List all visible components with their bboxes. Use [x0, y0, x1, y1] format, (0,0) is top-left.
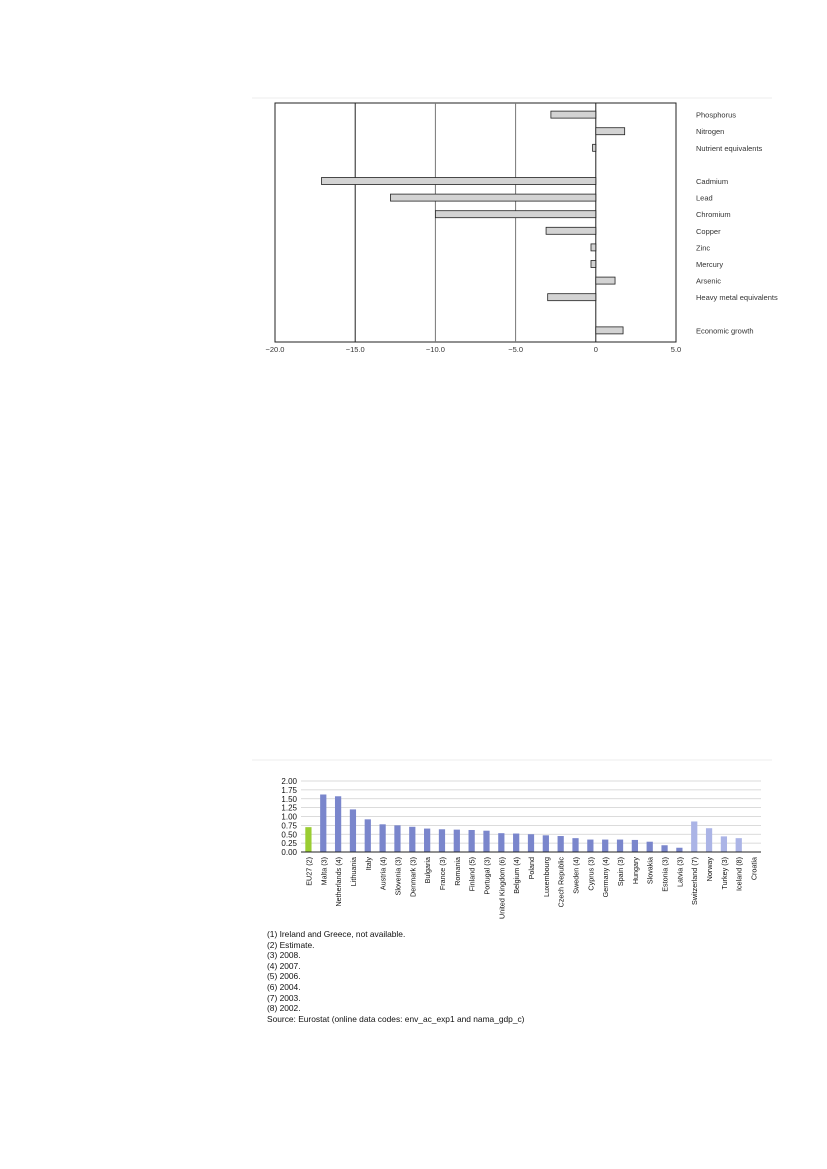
category-label-arsenic: Arsenic: [696, 276, 722, 286]
bar-netherlands-4: [335, 796, 341, 852]
bar-lithuania: [350, 809, 356, 852]
bar-germany-4: [602, 840, 608, 852]
bar-turkey-3: [721, 836, 727, 852]
country-label-bulgaria: Bulgaria: [423, 857, 433, 884]
country-label-germany-4: Germany (4): [601, 857, 611, 898]
bottom-y-tick-label: 0.00: [281, 848, 297, 857]
bar-norway: [706, 828, 712, 852]
bar-estonia-3: [661, 845, 667, 852]
country-label-sweden-4: Sweden (4): [571, 857, 581, 894]
bar-france-3: [439, 829, 445, 852]
bar-poland: [528, 834, 534, 852]
footnote-4: (4) 2007.: [267, 960, 301, 971]
bar-spain-3: [617, 840, 623, 852]
category-label-zinc: Zinc: [696, 243, 711, 253]
country-label-iceland-8: Iceland (8): [734, 857, 744, 891]
bottom-y-tick-label: 2.00: [281, 777, 297, 786]
country-label-malta-3: Malta (3): [319, 857, 329, 886]
bar-finland-5: [469, 830, 475, 852]
bottom-y-tick-label: 0.75: [281, 821, 297, 831]
top-x-tick-label: 5.0: [670, 345, 682, 354]
footnote-5: (5) 2006.: [267, 971, 301, 982]
country-label-poland: Poland: [527, 857, 536, 880]
country-label-portugal-3: Portugal (3): [482, 857, 492, 895]
country-label-netherlands-4: Netherlands (4): [334, 857, 344, 907]
top-x-tick-label: −15.0: [345, 345, 365, 354]
bar-switzerland-7: [691, 821, 697, 852]
bar-eu27-2: [305, 827, 311, 852]
bottom-y-tick-label: 1.50: [281, 794, 297, 804]
category-label-cadmium: Cadmium: [696, 177, 729, 187]
bar-belgium-4: [513, 834, 519, 852]
country-label-switzerland-7: Switzerland (7): [690, 857, 700, 905]
country-label-italy: Italy: [363, 857, 373, 871]
bar-hungary: [632, 840, 638, 852]
bar-slovenia-3: [394, 825, 400, 852]
country-label-slovakia: Slovakia: [645, 857, 655, 885]
bottom-y-tick-label: 1.00: [281, 812, 297, 822]
footnote-1: (1) Ireland and Greece, not available.: [267, 929, 406, 939]
country-label-estonia-3: Estonia (3): [660, 857, 670, 892]
footnote-3: (3) 2008.: [267, 950, 301, 961]
footnote-6: (6) 2004.: [267, 981, 301, 992]
category-label-phosphorus: Phosphorus: [696, 110, 737, 120]
bar-romania: [454, 830, 460, 852]
bar-luxembourg: [543, 835, 549, 852]
country-label-france-3: France (3): [437, 857, 447, 891]
bottom-y-tick-label: 0.50: [281, 830, 297, 840]
country-label-eu27-2: EU27 (2): [304, 857, 314, 886]
country-label-cyprus-3: Cyprus (3): [586, 857, 596, 891]
top-x-tick-label: 0: [593, 345, 598, 354]
top-x-tick-label: −10.0: [425, 345, 445, 354]
top-x-tick-label: −5.0: [508, 345, 524, 354]
bar-bulgaria: [424, 829, 430, 852]
country-label-united-kingdom-6: United Kingdom (6): [497, 857, 507, 919]
bottom-y-tick-label: 1.25: [281, 803, 297, 813]
category-label-nitrogen: Nitrogen: [696, 127, 725, 137]
country-label-czech-republic: Czech Republic: [556, 857, 566, 908]
footnote-7: (7) 2003.: [267, 992, 301, 1003]
bar-denmark-3: [409, 827, 415, 852]
bar-iceland-8: [736, 838, 742, 852]
country-label-turkey-3: Turkey (3): [719, 857, 729, 890]
bar-austria-4: [379, 824, 385, 852]
source-line: Source: Eurostat (online data codes: env_ac_exp1 and nama_gdp_c): [267, 1013, 525, 1024]
country-label-spain-3: Spain (3): [616, 857, 626, 887]
bar-slovakia: [647, 842, 653, 852]
bottom-y-tick-label: 1.75: [281, 785, 297, 795]
footnote-8: (8) 2002.: [267, 1003, 301, 1014]
category-label-chromium: Chromium: [696, 210, 731, 220]
country-label-latvia-3: Latvia (3): [675, 857, 685, 887]
country-label-romania: Romania: [452, 857, 462, 886]
country-label-slovenia-3: Slovenia (3): [393, 857, 403, 896]
category-label-heavy-metal-equivalents: Heavy metal equivalents: [696, 293, 778, 303]
bar-malta-3: [320, 794, 326, 852]
country-label-finland-5: Finland (5): [467, 857, 477, 892]
bar-latvia-3: [676, 848, 682, 852]
bar-united-kingdom-6: [498, 833, 504, 852]
country-label-luxembourg: Luxembourg: [541, 857, 551, 897]
country-label-norway: Norway: [705, 857, 715, 882]
bar-sweden-4: [572, 838, 578, 852]
bottom-y-tick-label: 0.25: [281, 839, 297, 849]
footnotes: [267, 929, 524, 1024]
category-label-lead: Lead: [696, 193, 713, 203]
country-label-lithuania: Lithuania: [348, 857, 358, 887]
bar-cyprus-3: [587, 840, 593, 852]
top-x-tick-label: −20.0: [265, 345, 285, 354]
bar-portugal-3: [483, 831, 489, 852]
bar-italy: [365, 819, 371, 852]
country-label-hungary: Hungary: [630, 857, 640, 885]
category-label-copper: Copper: [696, 226, 721, 236]
bar-czech-republic: [558, 836, 564, 852]
category-label-nutrient-equivalents: Nutrient equivalents: [696, 143, 763, 153]
country-label-austria-4: Austria (4): [378, 857, 388, 891]
country-label-belgium-4: Belgium (4): [512, 857, 522, 894]
country-label-croatia: Croatia: [749, 857, 759, 881]
category-label-economic-growth: Economic growth: [696, 326, 754, 336]
footnote-2: (2) Estimate.: [267, 939, 315, 950]
category-label-mercury: Mercury: [696, 259, 724, 269]
country-label-denmark-3: Denmark (3): [408, 857, 418, 897]
